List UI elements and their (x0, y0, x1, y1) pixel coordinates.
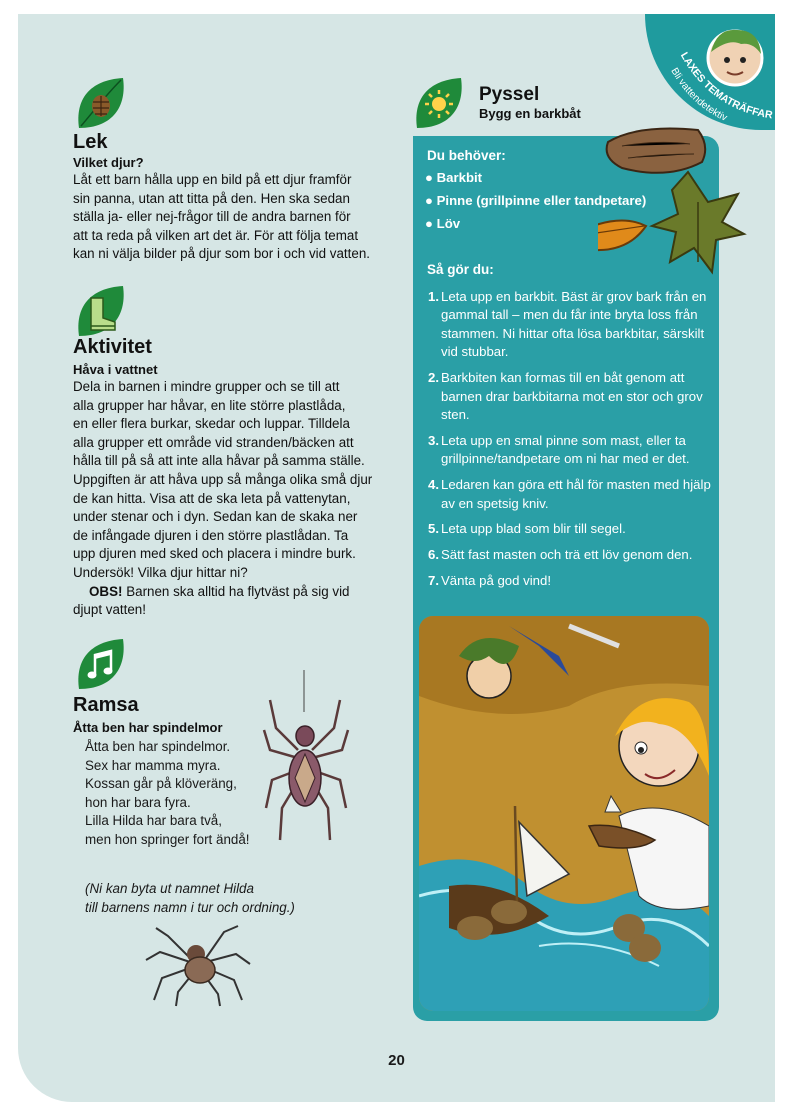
poem-line: men hon springer fort ändå! (85, 831, 250, 847)
aktivitet-line: de infångade djuren i den större plastlådan. Ta (73, 527, 349, 543)
step-item: 3. Leta upp en smal pinne som mast, eller ta grillpinne/tandpetare om ni har med er det. (428, 432, 690, 467)
aktivitet-body (73, 378, 372, 620)
lek-line: att ta reda på vilken art det är. För att följa temat (73, 227, 359, 243)
badge-title: LAXES TEMATRÄFFAR (677, 50, 774, 122)
obs-text: Barnen ska alltid ha flytväst på sig vid (122, 583, 350, 599)
aktivitet-line: Undersök! Vilka djur hittar ni? (73, 564, 248, 580)
poem-line: hon har bara fyra. (85, 794, 191, 810)
note-line: till barnens namn i tur och ordning.) (85, 899, 295, 915)
note-line: (Ni kan byta ut namnet Hilda (85, 881, 254, 896)
bark-leaves-illustration (598, 122, 748, 287)
aktivitet-line: hålla till på så att inte alla håvar på samma ställe. (73, 453, 365, 469)
lek-heading: Lek (73, 131, 108, 153)
pyssel-heading: Pyssel (479, 84, 540, 105)
step-item: 7. Vänta på god vind! (428, 573, 551, 589)
aktivitet-line: Uppgiften är att håva upp så många olika små djur (73, 471, 373, 487)
aktivitet-line: alla grupper ett område vid stranden/bäcken att (73, 434, 354, 450)
spider-small-illustration (138, 918, 258, 1013)
step-item: 1. Leta upp en barkbit. Bäst är grov bark från en gammal tall – men du får inte bryta loss från stammen. Ni hittar ofta lösa barkbitar, särskilt vid stubbar. (428, 289, 707, 360)
step-item: 4. Ledaren kan göra ett hål för masten med hjälp av en spetsig kniv. (428, 477, 711, 511)
ramsa-subheading: Åtta ben har spindelmor (73, 720, 223, 735)
step-item: 2. Barkbiten kan formas till en båt genom att barnen drar barkbitarna mot en stor och grov sten. (428, 370, 703, 422)
aktivitet-subheading: Håva i vattnet (73, 362, 158, 377)
theme-badge (645, 14, 775, 130)
music-note-icon (75, 637, 127, 698)
aktivitet-line: under stenar och i dyn. Sedan kan de skaka ner (73, 509, 358, 525)
aktivitet-line: upp djuren med sked och placera i mindre burk. (73, 546, 356, 562)
steps-list (428, 288, 713, 598)
needs-item: ● Barkbit (425, 170, 483, 185)
pinecone-icon (75, 76, 127, 137)
page-number: 20 (388, 1052, 405, 1069)
aktivitet-line: alla grupper har håvar, en lite större plastlåda, (73, 397, 346, 413)
howto-title: Så gör du: (427, 262, 494, 277)
poem-line: Kossan går på klöveräng, (85, 776, 237, 792)
aktivitet-line: Dela in barnen i mindre grupper och se till att (73, 379, 340, 394)
aktivitet-line: en eller flera burkar, skedar och luppar. Tilldela (73, 416, 350, 432)
ramsa-note (85, 880, 295, 917)
obs-line (73, 583, 372, 602)
lek-line: sin panna, utan att titta på den. Hen ska sedan (73, 190, 350, 206)
aktivitet-line: de kan hitta. Visa att de ska leta på vattenytan, (73, 490, 351, 506)
lek-body (73, 171, 370, 264)
sun-icon (413, 76, 465, 137)
pyssel-subheading: Bygg en barkbåt (479, 106, 581, 121)
step-item: 5. Leta upp blad som blir till segel. (428, 521, 626, 537)
step-item: 6. Sätt fast masten och trä ett löv genom den. (428, 547, 693, 563)
needs-item: ● Löv (425, 216, 461, 231)
aktivitet-heading: Aktivitet (73, 336, 152, 358)
poem-line: Åtta ben har spindelmor. (85, 739, 231, 754)
obs-label: OBS! (89, 583, 123, 599)
badge-subtitle: Bli vattendetektiv (668, 66, 729, 124)
obs-line-2: djupt vatten! (73, 602, 146, 618)
needs-item: ● Pinne (grillpinne eller tandpetare) (425, 193, 647, 208)
poem-line: Sex har mamma myra. (85, 757, 221, 773)
lek-line: kan ni välja bilder på djur som bor i och vid vatten. (73, 246, 370, 262)
ramsa-poem (85, 738, 250, 850)
poem-line: Lilla Hilda har bara två, (85, 813, 222, 829)
needs-title: Du behöver: (427, 148, 506, 163)
lek-line: ställa ja- eller nej-frågor till de andra barnen för (73, 209, 351, 225)
scene-illustration (419, 616, 709, 1011)
spider-illustration (262, 670, 352, 865)
lek-line: Låt ett barn hålla upp en bild på ett djur framför (73, 172, 352, 187)
lek-subheading: Vilket djur? (73, 155, 144, 170)
ramsa-heading: Ramsa (73, 694, 139, 716)
